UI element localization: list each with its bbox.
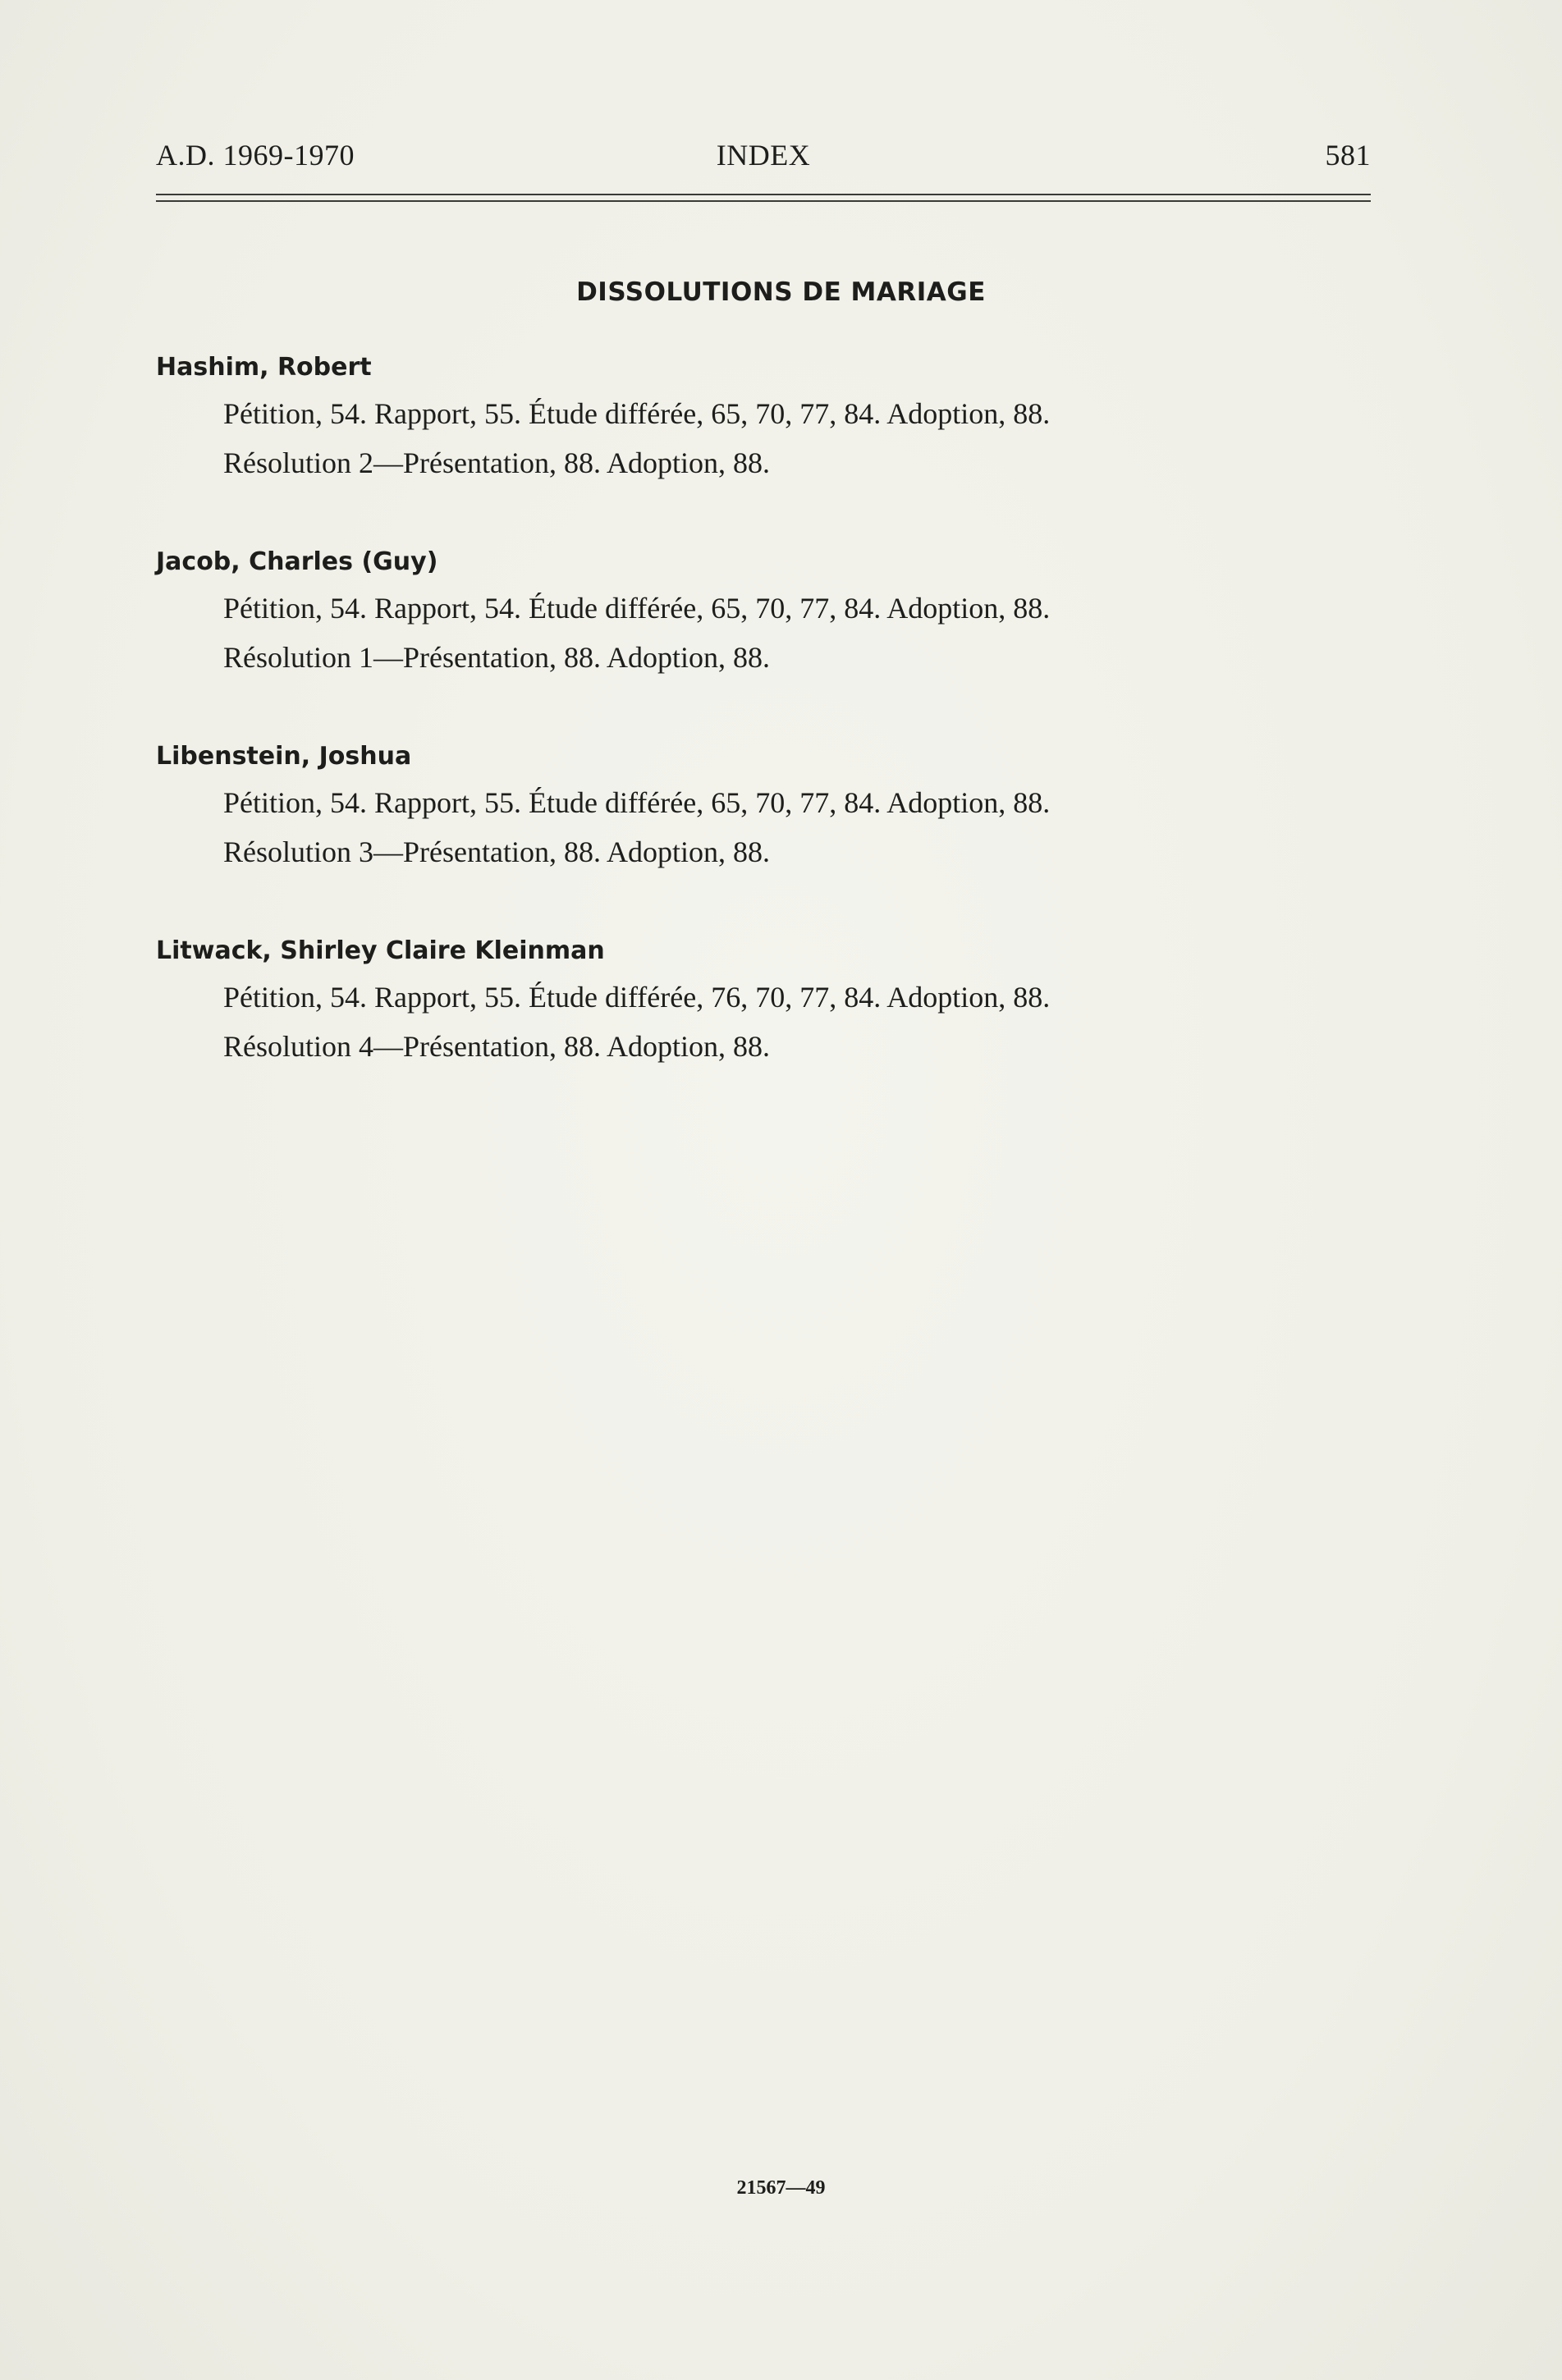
printer-signature: 21567—49 — [736, 2177, 826, 2199]
header-year-range: A.D. 1969-1970 — [156, 139, 355, 172]
entry-name: Libenstein, Joshua — [156, 742, 412, 771]
entry-line: Résolution 4—Présentation, 88. Adoption, 88. — [223, 1030, 770, 1063]
entry-line: Pétition, 54. Rapport, 55. Étude différée, 65, 70, 77, 84. Adoption, 88. — [223, 397, 1051, 430]
entry-name: Hashim, Robert — [156, 353, 372, 382]
entry-line: Résolution 2—Présentation, 88. Adoption, 88. — [223, 446, 770, 479]
entry-line: Pétition, 54. Rapport, 55. Étude différée, 65, 70, 77, 84. Adoption, 88. — [223, 786, 1051, 819]
entry-line: Pétition, 54. Rapport, 54. Étude différée, 65, 70, 77, 84. Adoption, 88. — [223, 592, 1051, 625]
header-rule-top — [156, 194, 1371, 195]
header-rule-bottom — [156, 200, 1371, 202]
running-head — [156, 138, 1371, 179]
page-number: 581 — [1325, 139, 1371, 172]
entry-name: Jacob, Charles (Guy) — [156, 547, 438, 576]
section-title: DISSOLUTIONS DE MARIAGE — [576, 277, 986, 307]
entry-line: Résolution 3—Présentation, 88. Adoption, 88. — [223, 835, 770, 868]
entry-line: Pétition, 54. Rapport, 55. Étude différée, 76, 70, 77, 84. Adoption, 88. — [223, 981, 1051, 1014]
index-entry — [156, 351, 1371, 487]
entry-line: Résolution 1—Présentation, 88. Adoption, 88. — [223, 641, 770, 674]
entry-name: Litwack, Shirley Claire Kleinman — [156, 936, 605, 965]
header-section-label: INDEX — [716, 139, 811, 172]
index-entry — [156, 935, 1371, 1071]
index-entry — [156, 740, 1371, 876]
index-entry — [156, 546, 1371, 682]
